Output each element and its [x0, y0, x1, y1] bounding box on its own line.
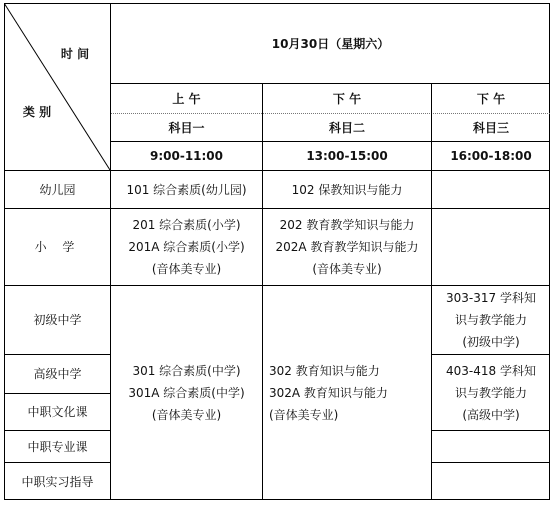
corner-diagonal: [4, 3, 111, 171]
primary-subject-2-line-1: 202 教育教学知识与能力: [279, 218, 415, 232]
category-junior-middle: 初级中学: [33, 313, 82, 327]
subject-1: 科目一: [168, 121, 205, 135]
kindergarten-subject-1: 101 综合素质(幼儿园): [126, 182, 247, 197]
primary-subject-1-line-2: 201A 综合素质(小学): [128, 240, 245, 254]
subject-3: 科目三: [472, 121, 509, 135]
category-kindergarten: 幼儿园: [39, 182, 76, 197]
secondary-subject-2-line-1: 302 教育知识与能力: [269, 364, 380, 378]
senior-subject-3-line-1: 403-418 学科知: [446, 363, 536, 378]
kindergarten-subject-2: 102 保教知识与能力: [291, 182, 403, 197]
junior-subject-3-line-1: 303-317 学科知: [446, 291, 536, 305]
secondary-subject-1-line-3: (音体美专业): [151, 408, 222, 422]
senior-subject-3-line-3: (高级中学): [462, 407, 520, 422]
secondary-subject-1-line-1: 301 综合素质(中学): [132, 364, 241, 378]
category-vocational-practice: 中职实习指导: [21, 474, 94, 489]
time-slot-2: 13:00-15:00: [306, 149, 388, 163]
category-vocational-specialty: 中职专业课: [27, 439, 88, 454]
category-primary: 小 学: [34, 240, 81, 254]
primary-subject-1-line-3: (音体美专业): [151, 262, 222, 276]
corner-time-label: 时 间: [60, 46, 90, 61]
primary-subject-2: [263, 209, 431, 285]
primary-subject-2-line-2: 202A 教育教学知识与能力: [275, 240, 419, 254]
junior-subject-3-line-3: (初级中学): [462, 335, 520, 349]
primary-subject-1-line-1: 201 综合素质(小学): [132, 218, 241, 232]
secondary-subject-1-line-2: 301A 综合素质(中学): [128, 386, 245, 400]
senior-subject-3-line-2: 识与教学能力: [454, 385, 527, 400]
secondary-subject-1: [111, 286, 262, 500]
subject-2: 科目二: [328, 121, 365, 135]
grid-line: [431, 430, 550, 431]
category-vocational-culture: 中职文化课: [27, 405, 88, 419]
corner-category-label: 类 别: [22, 104, 52, 119]
exam-date: 10月30日（星期六）: [271, 37, 390, 51]
primary-subject-2-line-3: (音体美专业): [312, 262, 382, 276]
period-half-2: 下 午: [332, 92, 362, 106]
primary-subject-1: [111, 209, 262, 285]
time-slot-1: 9:00-11:00: [149, 149, 224, 163]
secondary-subject-2-line-2: 302A 教育知识与能力: [269, 386, 388, 400]
secondary-subject-2-line-3: (音体美专业): [269, 408, 339, 422]
time-slot-3: 16:00-18:00: [450, 149, 532, 163]
period-half-1: 上 午: [172, 92, 201, 106]
secondary-subject-2: [263, 286, 431, 500]
senior-subject-3: [432, 355, 550, 430]
period-half-3: 下 午: [476, 92, 506, 106]
junior-subject-3-line-2: 识与教学能力: [454, 313, 527, 327]
grid-line: [431, 462, 550, 463]
category-senior-high: 高级中学: [33, 367, 82, 381]
junior-subject-3: [432, 286, 550, 354]
